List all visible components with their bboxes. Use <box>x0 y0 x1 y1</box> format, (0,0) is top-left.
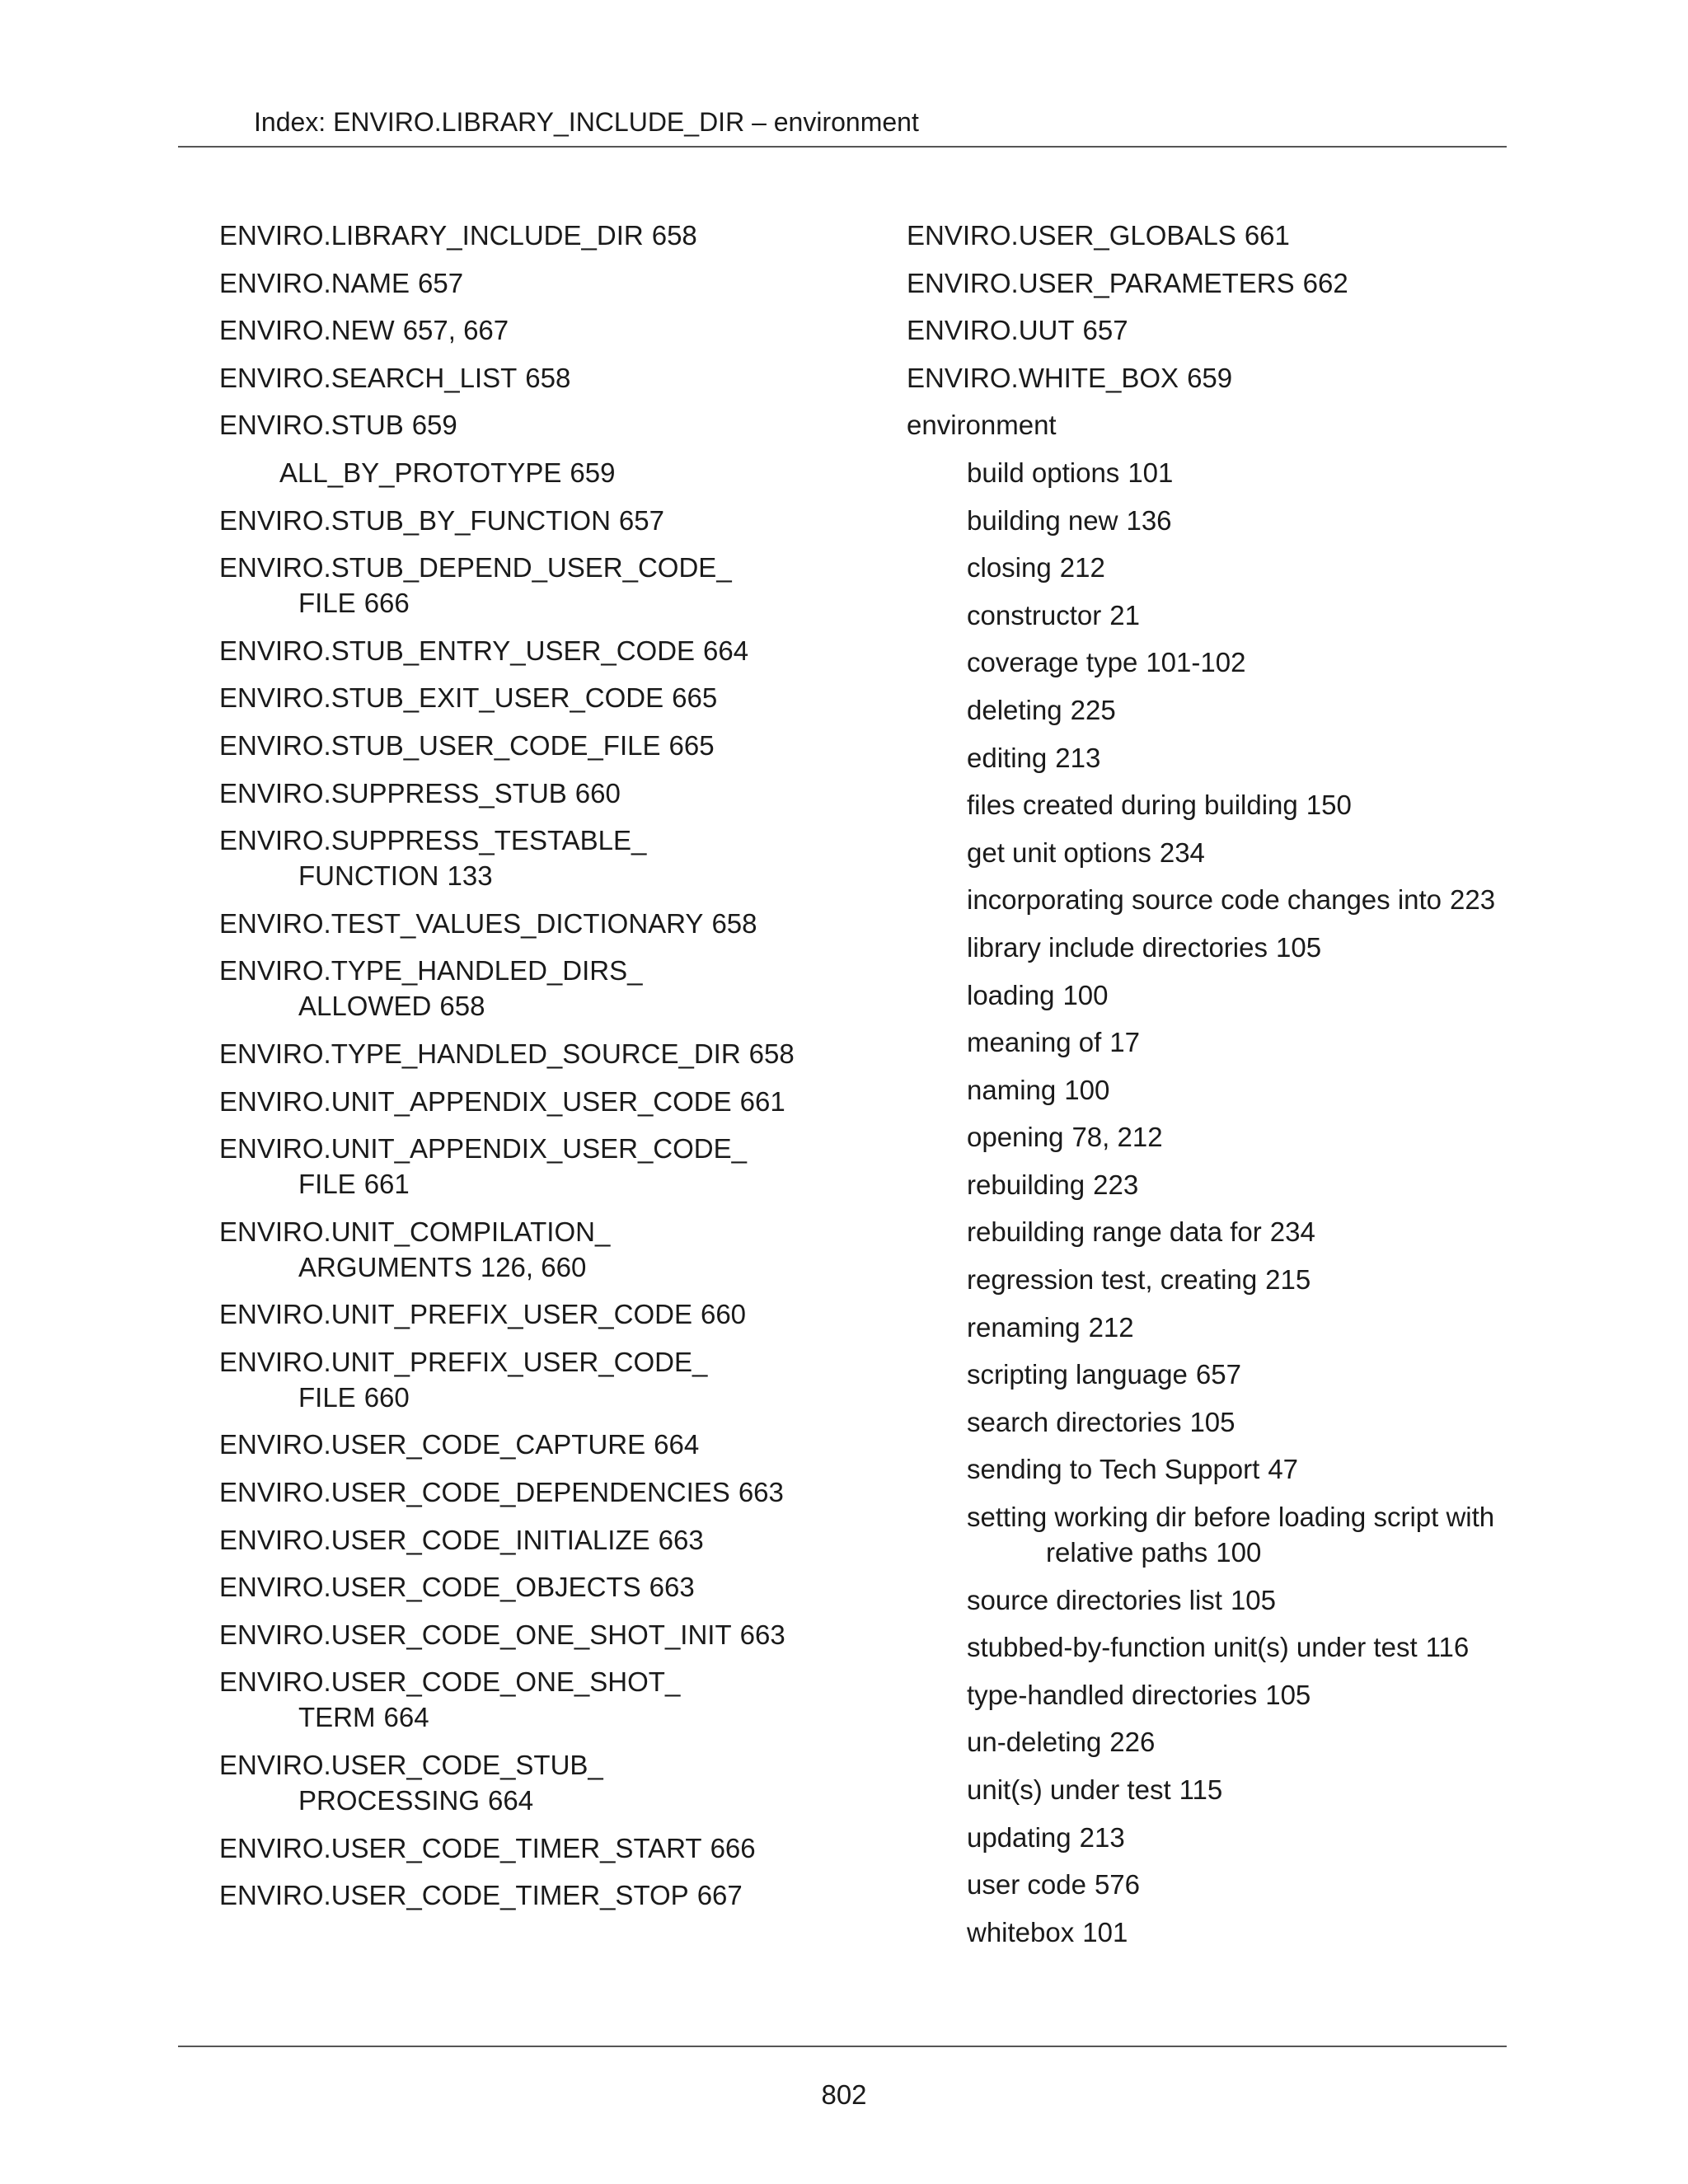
index-entry <box>219 1617 862 1652</box>
index-pages: 105 <box>1265 1679 1311 1710</box>
index-pages: 657 <box>418 267 464 298</box>
index-term: setting working dir before loading script with <box>967 1502 1495 1533</box>
running-header: Index: ENVIRO.LIBRARY_INCLUDE_DIR – environment <box>254 107 919 137</box>
index-term: ENVIRO.UNIT_PREFIX_USER_CODE_ <box>219 1346 708 1377</box>
index-term: user code <box>967 1869 1086 1900</box>
index-term: ENVIRO.STUB_ENTRY_USER_CODE <box>219 635 696 666</box>
index-term: naming <box>967 1074 1057 1105</box>
index-pages: 101-102 <box>1146 647 1246 678</box>
index-term: ENVIRO.TEST_VALUES_DICTIONARY <box>219 907 704 939</box>
index-term: constructor <box>967 599 1102 630</box>
index-term-continuation <box>219 1699 862 1735</box>
index-term: ENVIRO.USER_CODE_STUB_ <box>219 1750 603 1781</box>
index-pages: 105 <box>1275 931 1322 963</box>
index-term: ENVIRO.STUB_DEPEND_USER_CODE_ <box>219 552 732 583</box>
index-term: rebuilding <box>967 1169 1085 1200</box>
index-pages: 664 <box>383 1702 429 1733</box>
index-pages: 667 <box>696 1880 743 1911</box>
index-pages: 223 <box>1450 884 1496 916</box>
index-term: ENVIRO.USER_CODE_DEPENDENCIES <box>219 1477 730 1508</box>
index-term: building new <box>967 504 1118 536</box>
index-pages: 226 <box>1109 1727 1156 1758</box>
index-subentry <box>907 1404 1517 1440</box>
index-entry <box>219 265 862 301</box>
index-entry <box>219 1214 862 1285</box>
index-term: environment <box>907 410 1057 441</box>
index-subentry <box>219 455 862 490</box>
index-pages: 126, 660 <box>480 1251 587 1282</box>
index-term: ENVIRO.USER_CODE_ONE_SHOT_INIT <box>219 1619 732 1650</box>
index-term: ENVIRO.NEW <box>219 315 395 346</box>
index-term-continuation <box>219 988 862 1024</box>
index-column-left <box>219 218 862 1925</box>
index-subentry <box>907 787 1517 823</box>
index-entry <box>219 1474 862 1510</box>
index-pages: 101 <box>1128 457 1174 488</box>
index-entry <box>219 1664 862 1735</box>
index-pages: 658 <box>748 1038 795 1069</box>
index-pages: 100 <box>1216 1537 1262 1568</box>
index-term: sending to Tech Support <box>967 1454 1260 1485</box>
index-term-cont: ARGUMENTS <box>298 1251 472 1282</box>
index-term: opening <box>967 1122 1064 1153</box>
index-subentry <box>907 882 1517 917</box>
index-entry <box>219 728 862 763</box>
index-pages: 223 <box>1093 1169 1139 1200</box>
index-term: type-handled directories <box>967 1679 1258 1710</box>
index-pages: 234 <box>1159 837 1205 868</box>
index-pages: 100 <box>1064 1074 1110 1105</box>
index-term: ENVIRO.TYPE_HANDLED_DIRS_ <box>219 955 643 987</box>
index-subentry <box>907 1867 1517 1902</box>
index-term: scripting language <box>967 1359 1188 1390</box>
index-entry <box>219 218 862 253</box>
index-term: rebuilding range data for <box>967 1216 1262 1248</box>
index-term: ENVIRO.USER_GLOBALS <box>907 220 1236 251</box>
index-pages: 133 <box>447 860 493 892</box>
index-subentry <box>907 1072 1517 1108</box>
index-entry <box>219 906 862 941</box>
index-term: ENVIRO.USER_CODE_OBJECTS <box>219 1572 641 1603</box>
index-subentry <box>907 1915 1517 1950</box>
index-pages: 666 <box>363 588 410 619</box>
index-pages: 663 <box>738 1477 784 1508</box>
index-entry <box>219 680 862 715</box>
index-pages: 100 <box>1062 979 1109 1010</box>
index-term: ENVIRO.USER_CODE_INITIALIZE <box>219 1524 650 1555</box>
index-term: ENVIRO.TYPE_HANDLED_SOURCE_DIR <box>219 1038 741 1069</box>
index-term-continuation <box>219 1166 862 1202</box>
index-pages: 225 <box>1070 694 1116 725</box>
index-pages: 212 <box>1059 552 1105 583</box>
index-entry <box>219 1522 862 1558</box>
index-term-continuation <box>967 1535 1517 1570</box>
index-pages: 658 <box>525 362 571 393</box>
index-term-cont: TERM <box>298 1702 376 1733</box>
index-pages: 101 <box>1082 1916 1128 1947</box>
index-term: search directories <box>967 1406 1182 1437</box>
index-term: renaming <box>967 1311 1081 1343</box>
index-pages: 659 <box>570 457 616 488</box>
index-entry <box>219 1569 862 1605</box>
index-pages: 665 <box>668 729 715 761</box>
index-pages: 664 <box>654 1429 700 1460</box>
index-pages: 659 <box>1187 362 1233 393</box>
index-entry <box>219 1747 862 1818</box>
index-term: ENVIRO.UNIT_APPENDIX_USER_CODE <box>219 1085 732 1117</box>
index-subentry <box>907 598 1517 633</box>
index-entry <box>219 1427 862 1462</box>
index-pages: 116 <box>1425 1632 1470 1663</box>
index-term: ENVIRO.USER_PARAMETERS <box>907 267 1295 298</box>
index-term: incorporating source code changes into <box>967 884 1442 916</box>
index-pages: 661 <box>363 1169 410 1200</box>
index-term: regression test, creating <box>967 1264 1258 1296</box>
index-subentry <box>907 1262 1517 1297</box>
index-term: ENVIRO.USER_CODE_CAPTURE <box>219 1429 646 1460</box>
index-subentry <box>907 1451 1517 1487</box>
index-term-continuation <box>219 858 862 893</box>
index-pages: 664 <box>488 1785 534 1816</box>
index-entry <box>219 503 862 538</box>
index-subentry <box>907 1167 1517 1202</box>
index-entry <box>907 312 1517 348</box>
index-subentry <box>907 835 1517 870</box>
index-entry <box>219 1084 862 1119</box>
index-pages: 215 <box>1265 1264 1311 1296</box>
index-term: un-deleting <box>967 1727 1102 1758</box>
index-term-continuation <box>219 1783 862 1818</box>
index-term-cont: ALLOWED <box>298 991 432 1022</box>
index-subentry <box>907 977 1517 1013</box>
index-subentry <box>907 1214 1517 1249</box>
index-pages: 213 <box>1055 742 1101 773</box>
index-pages: 136 <box>1126 504 1172 536</box>
index-subentry <box>907 1772 1517 1807</box>
index-entry <box>907 218 1517 253</box>
index-entry <box>219 953 862 1024</box>
index-entry <box>219 1036 862 1071</box>
index-pages: 657 <box>618 504 664 536</box>
index-pages: 212 <box>1088 1311 1134 1343</box>
index-entry <box>219 312 862 348</box>
index-pages: 660 <box>700 1299 747 1330</box>
index-pages: 663 <box>649 1572 695 1603</box>
index-subentry <box>907 644 1517 680</box>
index-term: unit(s) under test <box>967 1774 1171 1805</box>
index-term-continuation <box>219 1249 862 1285</box>
index-term: ENVIRO.UUT <box>907 315 1075 346</box>
index-entry <box>219 1296 862 1332</box>
index-subentry <box>907 1629 1517 1665</box>
index-term: ENVIRO.USER_CODE_TIMER_STOP <box>219 1880 689 1911</box>
index-entry <box>907 265 1517 301</box>
page-number: 802 <box>821 2079 867 2110</box>
index-pages: 662 <box>1302 267 1348 298</box>
index-entry <box>907 360 1517 396</box>
index-subentry <box>907 1499 1517 1570</box>
index-term: library include directories <box>967 931 1268 963</box>
index-pages: 665 <box>672 682 718 714</box>
index-term-cont: PROCESSING <box>298 1785 481 1816</box>
index-pages: 21 <box>1109 599 1140 630</box>
index-entry <box>907 407 1517 443</box>
index-term: ENVIRO.STUB_USER_CODE_FILE <box>219 729 661 761</box>
index-entry <box>219 776 862 811</box>
index-subentry <box>907 1724 1517 1760</box>
index-pages: 660 <box>363 1381 410 1413</box>
index-pages: 660 <box>574 777 621 808</box>
index-pages: 659 <box>411 410 457 441</box>
index-pages: 234 <box>1269 1216 1315 1248</box>
index-pages: 17 <box>1109 1027 1140 1058</box>
index-term: ENVIRO.USER_CODE_ONE_SHOT_ <box>219 1666 681 1698</box>
index-subentry <box>907 1677 1517 1713</box>
index-pages: 657 <box>1195 1359 1241 1390</box>
index-term: get unit options <box>967 837 1151 868</box>
index-term: ENVIRO.STUB_BY_FUNCTION <box>219 504 611 536</box>
index-term: loading <box>967 979 1055 1010</box>
index-entry <box>219 550 862 621</box>
index-term: ENVIRO.SUPPRESS_STUB <box>219 777 567 808</box>
index-term: ENVIRO.STUB <box>219 410 404 441</box>
index-entry <box>219 1344 862 1415</box>
index-entry <box>219 1830 862 1866</box>
index-term: ENVIRO.UNIT_PREFIX_USER_CODE <box>219 1299 692 1330</box>
index-term: ENVIRO.STUB_EXIT_USER_CODE <box>219 682 664 714</box>
index-subentry <box>907 1357 1517 1392</box>
index-pages: 658 <box>651 220 697 251</box>
index-pages: 576 <box>1094 1869 1140 1900</box>
index-term: ENVIRO.NAME <box>219 267 410 298</box>
index-pages: 666 <box>710 1832 756 1863</box>
index-term: coverage type <box>967 647 1138 678</box>
footer-rule <box>178 2046 1507 2047</box>
index-pages: 78, 212 <box>1071 1122 1163 1153</box>
index-term-cont: FUNCTION <box>298 860 439 892</box>
index-term: ENVIRO.SEARCH_LIST <box>219 362 518 393</box>
index-pages: 150 <box>1306 790 1352 821</box>
index-subentry <box>907 503 1517 538</box>
index-term: stubbed-by-function unit(s) under test <box>967 1632 1418 1663</box>
index-subentry <box>907 1820 1517 1855</box>
index-entry <box>219 823 862 893</box>
index-subentry <box>907 1024 1517 1060</box>
index-subentry <box>907 1310 1517 1345</box>
index-pages: 663 <box>739 1619 785 1650</box>
index-term-cont: FILE <box>298 1169 356 1200</box>
index-term: updating <box>967 1821 1071 1853</box>
index-entry <box>219 1131 862 1202</box>
index-term: deleting <box>967 694 1062 725</box>
index-entry <box>219 360 862 396</box>
index-pages: 105 <box>1230 1584 1277 1615</box>
index-term-cont: FILE <box>298 1381 356 1413</box>
header-rule <box>178 146 1507 148</box>
index-pages: 213 <box>1079 1821 1125 1853</box>
index-pages: 664 <box>703 635 749 666</box>
index-term: ENVIRO.USER_CODE_TIMER_START <box>219 1832 702 1863</box>
index-pages: 657 <box>1082 315 1128 346</box>
index-term: ENVIRO.SUPPRESS_TESTABLE_ <box>219 825 647 856</box>
index-term: ENVIRO.UNIT_COMPILATION_ <box>219 1216 611 1247</box>
index-term: ENVIRO.UNIT_APPENDIX_USER_CODE_ <box>219 1133 748 1165</box>
index-entry <box>219 407 862 443</box>
index-pages: 661 <box>739 1085 785 1117</box>
index-pages: 105 <box>1189 1406 1236 1437</box>
index-subentry <box>907 455 1517 490</box>
index-pages: 661 <box>1244 220 1290 251</box>
index-subentry <box>907 550 1517 585</box>
index-term: ALL_BY_PROTOTYPE <box>279 457 562 488</box>
index-term: build options <box>967 457 1120 488</box>
index-term: ENVIRO.WHITE_BOX <box>907 362 1179 393</box>
index-term: files created during building <box>967 790 1298 821</box>
index-term-cont: relative paths <box>1046 1537 1208 1568</box>
index-term: source directories list <box>967 1584 1222 1615</box>
index-term: editing <box>967 742 1048 773</box>
index-term: meaning of <box>967 1027 1102 1058</box>
index-pages: 47 <box>1268 1454 1299 1485</box>
index-term: whitebox <box>967 1916 1075 1947</box>
index-pages: 657, 667 <box>402 315 509 346</box>
index-column-right <box>907 218 1517 1961</box>
index-term: ENVIRO.LIBRARY_INCLUDE_DIR <box>219 220 644 251</box>
index-subentry <box>907 740 1517 776</box>
index-term: closing <box>967 552 1052 583</box>
index-entry <box>219 1877 862 1913</box>
index-subentry <box>907 1119 1517 1155</box>
index-term-cont: FILE <box>298 588 356 619</box>
index-subentry <box>907 692 1517 728</box>
index-entry <box>219 633 862 668</box>
index-term-continuation <box>219 1380 862 1415</box>
index-pages: 658 <box>711 907 757 939</box>
index-pages: 663 <box>658 1524 704 1555</box>
index-subentry <box>907 930 1517 965</box>
index-pages: 115 <box>1179 1774 1223 1805</box>
index-term-continuation <box>219 585 862 621</box>
index-pages: 658 <box>439 991 485 1022</box>
index-subentry <box>907 1582 1517 1618</box>
